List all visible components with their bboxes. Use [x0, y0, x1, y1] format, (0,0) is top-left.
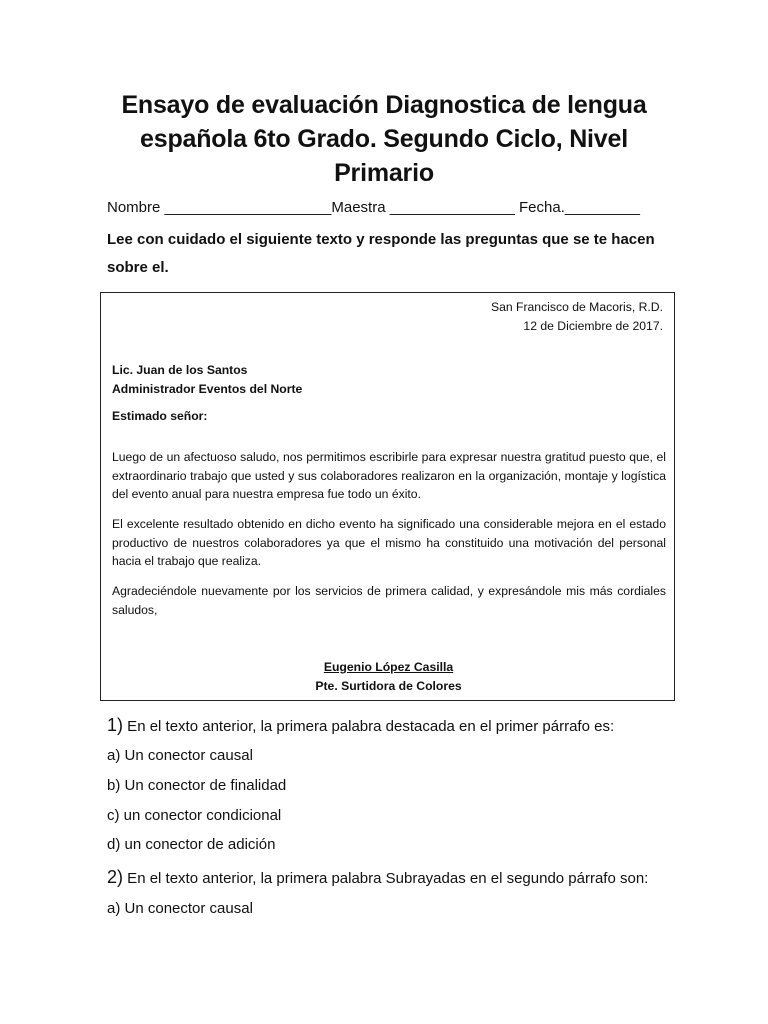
question-number: 2)	[107, 867, 124, 887]
option-1a: a) Un conector causal	[107, 747, 253, 764]
signer-name: Eugenio López Casilla	[323, 660, 454, 674]
student-info-line: Nombre ____________________Maestra _______________ Fecha._________	[107, 199, 640, 216]
letter-place-date	[491, 298, 663, 335]
document-title	[80, 88, 688, 190]
title-line-1: Ensayo de evaluación Diagnostica de lengua	[121, 91, 647, 119]
option-1c: c) un conector condicional	[107, 807, 282, 824]
option-1d: d) un conector de adición	[107, 836, 276, 853]
question-1	[107, 715, 614, 736]
letter-box	[100, 292, 675, 701]
recipient-title: Administrador Eventos del Norte	[112, 381, 303, 396]
option-1b: b) Un conector de finalidad	[107, 777, 287, 794]
instructions-line-2: sobre el.	[107, 259, 169, 276]
letter-signature	[101, 658, 676, 695]
letter-date: 12 de Diciembre de 2017.	[523, 318, 663, 333]
question-2	[107, 867, 648, 888]
letter-place: San Francisco de Macoris, R.D.	[490, 300, 663, 314]
question-text: En el texto anterior, la primera palabra destacada en el primer párrafo es:	[123, 718, 615, 735]
letter-recipient	[112, 361, 302, 398]
signer-title: Pte. Surtidora de Colores	[315, 678, 462, 693]
instructions	[107, 226, 667, 282]
title-line-3: Primario	[334, 159, 434, 187]
question-number: 1)	[107, 715, 124, 735]
title-line-2: española 6to Grado. Segundo Ciclo, Nivel	[140, 125, 628, 153]
letter-paragraph-2: El excelente resultado obtenido en dicho evento ha significado una considerable mejora en el estado productivo de nuestros colaboradores ya que el mismo ha constituido una motivación del personal hacia el trabajo que realiza.	[112, 517, 666, 568]
recipient-name: Lic. Juan de los Santos	[112, 363, 248, 377]
letter-paragraph-1: Luego de un afectuoso saludo, nos permitimos escribirle para expresar nuestra gratitud puesto que, el extraordinario trabajo que usted y sus colaboradores realizaron en la organización, montaje y logística del evento anual para nuestra empresa fue todo un éxito.	[112, 450, 666, 501]
question-text: En el texto anterior, la primera palabra Subrayadas en el segundo párrafo son:	[123, 870, 649, 887]
instructions-line-1: Lee con cuidado el siguiente texto y responde las preguntas que se te hacen	[107, 231, 655, 248]
option-2a: a) Un conector causal	[107, 900, 253, 917]
letter-paragraph-3: Agradeciéndole nuevamente por los servicios de primera calidad, y expresándole mis más cordiales saludos,	[112, 584, 666, 617]
letter-greeting: Estimado señor:	[112, 409, 208, 423]
